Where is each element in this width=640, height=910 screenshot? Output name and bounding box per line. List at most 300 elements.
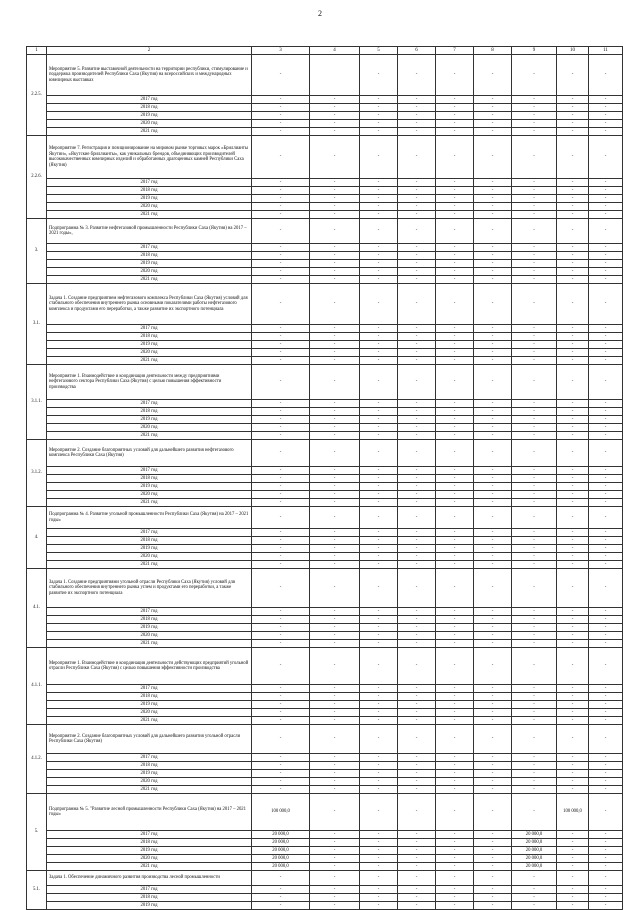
value-cell: -: [474, 762, 512, 770]
value-cell: -: [310, 268, 360, 276]
value-cell: -: [512, 640, 557, 648]
year-label: 2020 год: [47, 709, 252, 717]
value-cell: -: [557, 424, 589, 432]
year-label: 2019 год: [47, 624, 252, 632]
value-cell: -: [252, 55, 310, 96]
value-cell: 20 000,0: [252, 855, 310, 863]
year-row: [27, 561, 623, 569]
value-cell: -: [436, 499, 474, 507]
value-cell: -: [310, 349, 360, 357]
value-cell: -: [557, 128, 589, 136]
value-cell: -: [310, 902, 360, 910]
year-row: [27, 499, 623, 507]
value-cell: -: [474, 693, 512, 701]
value-cell: -: [589, 424, 623, 432]
column-header: 11: [589, 47, 623, 55]
value-cell: -: [512, 616, 557, 624]
year-label: 2019 год: [47, 847, 252, 855]
year-label: 2018 год: [47, 693, 252, 701]
value-cell: -: [252, 786, 310, 794]
value-cell: -: [512, 440, 557, 467]
value-cell: -: [589, 693, 623, 701]
value-cell: -: [589, 483, 623, 491]
value-cell: -: [310, 284, 360, 325]
value-cell: -: [557, 203, 589, 211]
value-cell: -: [360, 770, 398, 778]
value-cell: -: [360, 120, 398, 128]
year-row: [27, 855, 623, 863]
value-cell: -: [512, 187, 557, 195]
value-cell: -: [398, 693, 436, 701]
value-cell: -: [557, 96, 589, 104]
value-cell: -: [474, 416, 512, 424]
value-cell: -: [310, 408, 360, 416]
value-cell: -: [512, 179, 557, 187]
value-cell: -: [398, 136, 436, 179]
value-cell: -: [557, 187, 589, 195]
value-cell: -: [512, 211, 557, 219]
value-cell: -: [474, 252, 512, 260]
section-row: [27, 725, 623, 754]
value-cell: -: [360, 632, 398, 640]
year-label: 2017 год: [47, 400, 252, 408]
year-row: [27, 709, 623, 717]
value-cell: -: [436, 491, 474, 499]
value-cell: -: [310, 432, 360, 440]
value-cell: -: [398, 640, 436, 648]
value-cell: -: [252, 219, 310, 244]
year-row: [27, 491, 623, 499]
section-number: 2.2.5.: [27, 55, 47, 136]
value-cell: -: [557, 553, 589, 561]
value-cell: -: [589, 187, 623, 195]
year-row: [27, 894, 623, 902]
value-cell: -: [589, 268, 623, 276]
value-cell: -: [252, 709, 310, 717]
value-cell: -: [589, 408, 623, 416]
year-label: 2019 год: [47, 416, 252, 424]
value-cell: -: [436, 902, 474, 910]
value-cell: -: [557, 252, 589, 260]
value-cell: -: [360, 648, 398, 685]
value-cell: -: [557, 863, 589, 871]
value-cell: -: [474, 847, 512, 855]
value-cell: -: [360, 786, 398, 794]
value-cell: -: [436, 325, 474, 333]
section-number: 3.1.: [27, 284, 47, 365]
value-cell: -: [252, 770, 310, 778]
section-title: Подпрограмма № 3. Развитие нефтегазовой промышленности Республики Саха (Якутия) на 2017 – 2021 годы»,: [47, 219, 252, 244]
value-cell: -: [589, 195, 623, 203]
section-row: [27, 507, 623, 529]
value-cell: -: [310, 553, 360, 561]
value-cell: -: [310, 499, 360, 507]
value-cell: -: [310, 400, 360, 408]
value-cell: -: [398, 120, 436, 128]
value-cell: -: [360, 507, 398, 529]
year-row: [27, 717, 623, 725]
value-cell: -: [589, 55, 623, 96]
value-cell: -: [474, 260, 512, 268]
year-row: [27, 408, 623, 416]
value-cell: -: [360, 268, 398, 276]
value-cell: -: [589, 244, 623, 252]
value-cell: -: [589, 252, 623, 260]
value-cell: -: [252, 701, 310, 709]
value-cell: -: [310, 467, 360, 475]
value-cell: -: [474, 608, 512, 616]
value-cell: -: [474, 709, 512, 717]
value-cell: -: [310, 179, 360, 187]
value-cell: -: [398, 608, 436, 616]
year-row: [27, 608, 623, 616]
section-row: [27, 136, 623, 179]
value-cell: -: [436, 276, 474, 284]
value-cell: -: [360, 701, 398, 709]
year-row: [27, 640, 623, 648]
value-cell: -: [557, 725, 589, 754]
value-cell: -: [310, 491, 360, 499]
value-cell: -: [436, 847, 474, 855]
budget-table: [26, 46, 623, 910]
year-row: [27, 349, 623, 357]
header-row: [27, 47, 623, 55]
value-cell: -: [360, 475, 398, 483]
value-cell: -: [557, 648, 589, 685]
value-cell: -: [310, 831, 360, 839]
value-cell: -: [589, 847, 623, 855]
value-cell: -: [252, 195, 310, 203]
value-cell: -: [589, 203, 623, 211]
value-cell: -: [398, 624, 436, 632]
value-cell: -: [589, 701, 623, 709]
value-cell: -: [398, 408, 436, 416]
column-header: 4: [310, 47, 360, 55]
value-cell: -: [474, 276, 512, 284]
value-cell: -: [557, 831, 589, 839]
value-cell: -: [557, 219, 589, 244]
value-cell: -: [436, 179, 474, 187]
value-cell: -: [398, 871, 436, 886]
section-number: 3.: [27, 219, 47, 284]
value-cell: -: [398, 855, 436, 863]
column-header: 9: [512, 47, 557, 55]
value-cell: -: [589, 333, 623, 341]
value-cell: -: [360, 847, 398, 855]
value-cell: -: [474, 284, 512, 325]
year-label: 2017 год: [47, 754, 252, 762]
year-label: 2019 год: [47, 483, 252, 491]
value-cell: -: [436, 244, 474, 252]
year-row: [27, 545, 623, 553]
value-cell: -: [474, 365, 512, 400]
value-cell: -: [589, 553, 623, 561]
value-cell: -: [557, 886, 589, 894]
value-cell: -: [512, 693, 557, 701]
value-cell: -: [512, 276, 557, 284]
value-cell: -: [310, 252, 360, 260]
value-cell: -: [474, 128, 512, 136]
value-cell: -: [252, 244, 310, 252]
year-label: 2021 год: [47, 128, 252, 136]
value-cell: -: [512, 894, 557, 902]
value-cell: -: [474, 244, 512, 252]
value-cell: -: [398, 569, 436, 608]
value-cell: -: [589, 616, 623, 624]
value-cell: -: [589, 357, 623, 365]
year-label: 2021 год: [47, 357, 252, 365]
value-cell: -: [310, 693, 360, 701]
column-header: 7: [436, 47, 474, 55]
value-cell: -: [310, 365, 360, 400]
section-title: Мероприятие 7. Регистрация и позиционирование на мировом рынке торговых марок «Бриллианты Якутии», «Якутские бриллианты», как уникальных брендов, объединяющих производителей высококачественных ювелирных изделий и обработанных драгоценных камней Республики Саха (Якутия): [47, 136, 252, 179]
year-label: 2019 год: [47, 195, 252, 203]
value-cell: -: [589, 794, 623, 831]
value-cell: -: [252, 569, 310, 608]
value-cell: -: [398, 839, 436, 847]
section-title: Задача 1. Создание предприятием нефтегазового комплекса Республики Саха (Якутия) условий для стабильного обеспечения внутреннего рынка основными показателями работы нефтегазового комплекса и продуктами его переработки, а также развитие их экспортного потенциала: [47, 284, 252, 325]
value-cell: -: [557, 507, 589, 529]
value-cell: -: [589, 507, 623, 529]
value-cell: -: [589, 349, 623, 357]
value-cell: -: [512, 507, 557, 529]
value-cell: -: [512, 624, 557, 632]
value-cell: -: [474, 211, 512, 219]
value-cell: -: [589, 284, 623, 325]
value-cell: -: [398, 187, 436, 195]
value-cell: -: [360, 195, 398, 203]
value-cell: -: [310, 112, 360, 120]
value-cell: -: [589, 902, 623, 910]
value-cell: -: [360, 794, 398, 831]
value-cell: -: [398, 632, 436, 640]
value-cell: -: [512, 632, 557, 640]
value-cell: -: [398, 424, 436, 432]
value-cell: -: [310, 855, 360, 863]
value-cell: -: [589, 561, 623, 569]
value-cell: -: [589, 786, 623, 794]
value-cell: -: [360, 545, 398, 553]
value-cell: -: [252, 252, 310, 260]
value-cell: -: [589, 608, 623, 616]
value-cell: -: [398, 537, 436, 545]
value-cell: -: [512, 203, 557, 211]
year-row: [27, 276, 623, 284]
value-cell: -: [474, 120, 512, 128]
value-cell: -: [360, 341, 398, 349]
value-cell: -: [398, 260, 436, 268]
section-row: [27, 365, 623, 400]
year-row: [27, 537, 623, 545]
value-cell: -: [474, 491, 512, 499]
value-cell: -: [589, 648, 623, 685]
value-cell: -: [360, 219, 398, 244]
year-label: 2017 год: [47, 685, 252, 693]
year-label: 2018 год: [47, 762, 252, 770]
value-cell: -: [512, 357, 557, 365]
value-cell: -: [512, 648, 557, 685]
value-cell: -: [252, 648, 310, 685]
value-cell: -: [557, 416, 589, 424]
year-row: [27, 483, 623, 491]
value-cell: -: [512, 416, 557, 424]
value-cell: -: [557, 855, 589, 863]
value-cell: -: [360, 136, 398, 179]
value-cell: -: [436, 831, 474, 839]
year-row: [27, 179, 623, 187]
section-row: [27, 219, 623, 244]
value-cell: -: [557, 211, 589, 219]
value-cell: -: [557, 244, 589, 252]
value-cell: -: [474, 55, 512, 96]
value-cell: -: [252, 725, 310, 754]
value-cell: -: [589, 871, 623, 886]
value-cell: -: [398, 357, 436, 365]
value-cell: -: [310, 211, 360, 219]
section-row: [27, 648, 623, 685]
value-cell: -: [557, 545, 589, 553]
value-cell: -: [436, 211, 474, 219]
year-label: 2017 год: [47, 179, 252, 187]
value-cell: -: [557, 341, 589, 349]
value-cell: -: [398, 400, 436, 408]
value-cell: -: [474, 349, 512, 357]
value-cell: -: [252, 778, 310, 786]
value-cell: -: [512, 325, 557, 333]
value-cell: -: [557, 616, 589, 624]
year-label: 2018 год: [47, 475, 252, 483]
value-cell: -: [589, 632, 623, 640]
value-cell: -: [474, 794, 512, 831]
value-cell: -: [252, 640, 310, 648]
value-cell: -: [436, 195, 474, 203]
value-cell: -: [557, 754, 589, 762]
year-row: [27, 252, 623, 260]
value-cell: -: [360, 902, 398, 910]
year-label: 2018 год: [47, 252, 252, 260]
value-cell: -: [398, 794, 436, 831]
value-cell: -: [252, 553, 310, 561]
value-cell: -: [512, 608, 557, 616]
year-row: [27, 268, 623, 276]
value-cell: -: [557, 624, 589, 632]
value-cell: -: [589, 467, 623, 475]
value-cell: -: [512, 365, 557, 400]
year-label: 2021 год: [47, 432, 252, 440]
year-label: 2021 год: [47, 499, 252, 507]
value-cell: -: [360, 894, 398, 902]
value-cell: -: [512, 284, 557, 325]
value-cell: -: [557, 112, 589, 120]
value-cell: -: [252, 349, 310, 357]
value-cell: -: [512, 701, 557, 709]
value-cell: -: [512, 537, 557, 545]
value-cell: -: [474, 624, 512, 632]
value-cell: -: [474, 96, 512, 104]
value-cell: -: [474, 770, 512, 778]
value-cell: -: [436, 400, 474, 408]
value-cell: -: [398, 786, 436, 794]
value-cell: -: [310, 847, 360, 855]
value-cell: -: [512, 408, 557, 416]
value-cell: -: [436, 341, 474, 349]
year-label: 2019 год: [47, 770, 252, 778]
value-cell: -: [589, 276, 623, 284]
value-cell: -: [557, 349, 589, 357]
value-cell: -: [360, 284, 398, 325]
value-cell: -: [474, 467, 512, 475]
value-cell: -: [589, 725, 623, 754]
year-label: 2019 год: [47, 902, 252, 910]
value-cell: -: [512, 709, 557, 717]
value-cell: -: [398, 685, 436, 693]
value-cell: -: [589, 709, 623, 717]
value-cell: -: [252, 416, 310, 424]
value-cell: -: [589, 112, 623, 120]
value-cell: -: [436, 96, 474, 104]
value-cell: -: [436, 55, 474, 96]
value-cell: -: [512, 432, 557, 440]
value-cell: -: [512, 120, 557, 128]
year-row: [27, 96, 623, 104]
value-cell: -: [360, 569, 398, 608]
year-label: 2019 год: [47, 341, 252, 349]
value-cell: -: [474, 203, 512, 211]
value-cell: -: [252, 886, 310, 894]
column-header: 3: [252, 47, 310, 55]
year-row: [27, 632, 623, 640]
value-cell: -: [589, 839, 623, 847]
value-cell: -: [398, 709, 436, 717]
value-cell: -: [474, 701, 512, 709]
value-cell: -: [512, 112, 557, 120]
value-cell: -: [436, 778, 474, 786]
value-cell: -: [436, 187, 474, 195]
section-number: 4.: [27, 507, 47, 569]
value-cell: -: [398, 847, 436, 855]
value-cell: -: [589, 762, 623, 770]
value-cell: -: [557, 529, 589, 537]
value-cell: -: [557, 440, 589, 467]
value-cell: -: [252, 685, 310, 693]
value-cell: -: [557, 871, 589, 886]
value-cell: -: [474, 831, 512, 839]
value-cell: -: [557, 762, 589, 770]
value-cell: -: [512, 902, 557, 910]
value-cell: -: [436, 863, 474, 871]
value-cell: -: [512, 341, 557, 349]
section-row: [27, 569, 623, 608]
value-cell: -: [436, 203, 474, 211]
value-cell: -: [512, 553, 557, 561]
value-cell: -: [512, 483, 557, 491]
value-cell: -: [436, 794, 474, 831]
value-cell: -: [360, 400, 398, 408]
value-cell: -: [436, 507, 474, 529]
value-cell: -: [436, 349, 474, 357]
value-cell: -: [398, 717, 436, 725]
value-cell: -: [360, 260, 398, 268]
value-cell: -: [557, 693, 589, 701]
value-cell: -: [398, 325, 436, 333]
value-cell: -: [252, 432, 310, 440]
value-cell: -: [398, 55, 436, 96]
column-header: 5: [360, 47, 398, 55]
value-cell: -: [589, 491, 623, 499]
value-cell: -: [436, 685, 474, 693]
year-row: [27, 847, 623, 855]
value-cell: -: [512, 260, 557, 268]
